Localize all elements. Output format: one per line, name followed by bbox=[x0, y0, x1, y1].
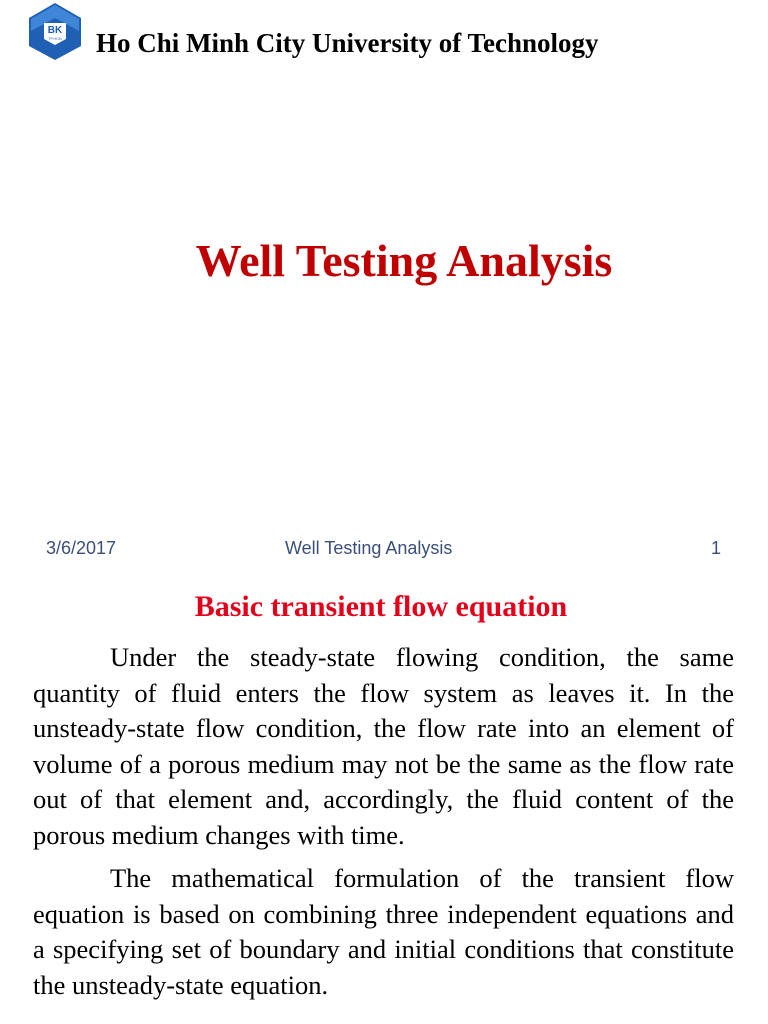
slide-title: Well Testing Analysis bbox=[195, 235, 613, 286]
body-paragraph-2: The mathematical formulation of the transient flow equation is based on combining three independent equations and a specifying set of boundary and initial conditions that constitute the unsteady-state equation. bbox=[33, 863, 734, 1000]
logo-subtext: TP.HCM bbox=[48, 37, 62, 41]
footer-date: 3/6/2017 bbox=[46, 538, 117, 558]
university-name: Ho Chi Minh City University of Technology bbox=[96, 28, 599, 58]
logo-text: BK bbox=[47, 25, 63, 36]
page-number: 1 bbox=[711, 538, 722, 558]
body-paragraph-1: Under the steady-state flowing condition, the same quantity of fluid enters the flow system as leaves it. In the unsteady-state flow condition, the flow rate into an element of volume of a porous medium may not be the same as the flow rate out of that element and, accordingly, the fluid content of the porous medium changes with time. bbox=[33, 642, 734, 850]
section-heading: Basic transient flow equation bbox=[194, 590, 568, 623]
footer-title: Well Testing Analysis bbox=[285, 538, 453, 558]
university-logo bbox=[26, 2, 84, 60]
